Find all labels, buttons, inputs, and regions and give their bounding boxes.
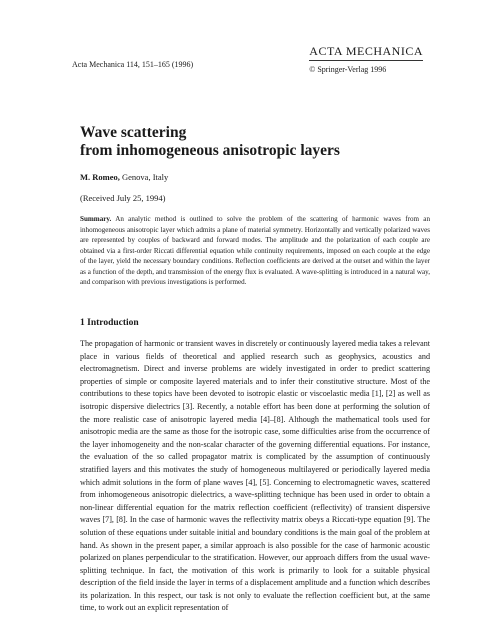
paper-title [80, 124, 340, 160]
journal-reference: Acta Mechanica 114, 151–165 (1996) [72, 60, 194, 69]
title-line-1: Wave scattering [80, 124, 187, 141]
author-affiliation: Genova, Italy [119, 172, 169, 182]
author-name: M. Romeo, [80, 172, 120, 182]
journal-name: ACTA MECHANICA [309, 44, 423, 61]
received-date: (Received July 25, 1994) [80, 193, 166, 203]
journal-masthead [309, 44, 423, 74]
title-line-2: from inhomogeneous anisotropic layers [80, 142, 340, 159]
introduction-body: The propagation of harmonic or transient waves in discretely or continuously layered media takes a relevant place in various fields of theoretical and applied research such as geophysics, acoustics and electromagnetism. Direct and inverse problems are widely investigated in order to predict scattering properties of simple or composite layered materials and to infer their constitutive structure. Most of the contributions to these topics have been devoted to isotropic elastic or viscoelastic media [1], [2] as well as isotropic dispersive dielectrics [3]. Recently, a notable effort has been done at performing the solution of the more realistic case of anisotropic layered media [4]–[8]. Although the mathematical tools used for anisotropic media are the same as those for the isotropic case, some difficulties arise from the occurrence of the layer inhomogeneity and the non-scalar character of the governing differential equations. For instance, the evaluation of the so called propagator matrix is complicated by the assumption of continuously stratified layers and this motivates the study of homogeneous multilayered or periodically layered media which admit solutions in the form of plane waves [4], [5]. Concerning to electromagnetic waves, scattered from inhomogeneous anisotropic dielectrics, a wave-splitting technique has been used in order to obtain a non-linear differential equation for the matrix reflection coefficient (reflectivity) of transient dispersive waves [7], [8]. In the case of harmonic waves the reflectivity matrix obeys a Riccati-type equation [9]. The solution of these equations under suitable initial and boundary conditions is the main goal of the problem at hand. As shown in the present paper, a similar approach is also possible for the case of harmonic acoustic polarized on planes perpendicular to the stratification. However, our approach differs from the usual wave-splitting technique. In fact, the motivation of this work is primarily to look for a suitable physical description of the field inside the layer in terms of a displacement amplitude and a function which describes its polarization. In this respect, our task is not only to evaluate the reflection coefficient but, at the same time, to work out an explicit representation of [80, 339, 430, 613]
abstract [80, 214, 430, 288]
abstract-label: Summary. [80, 215, 112, 223]
author-line [80, 172, 168, 182]
abstract-text: An analytic method is outlined to solve the problem of the scattering of harmonic waves from an inhomogeneous anisotropic layer which admits a plane of material symmetry. Horizontally and vertically polarized waves are represented by couples of backward and forward modes. The amplitude and the polarization of each couple are obtained via a first-order Riccati differential equation while continuity requirements, imposed on each couple at the edge of the layer, yield the necessary boundary conditions. Reflection coefficients are derived at the outset and within the layer as a function of the depth, and transmission of the energy flux is evaluated. A wave-splitting is introduced in a natural way, and comparison with previous investigations is performed. [80, 215, 430, 286]
copyright-notice: © Springer-Verlag 1996 [309, 65, 387, 74]
section-heading-introduction: 1 Introduction [80, 318, 139, 328]
